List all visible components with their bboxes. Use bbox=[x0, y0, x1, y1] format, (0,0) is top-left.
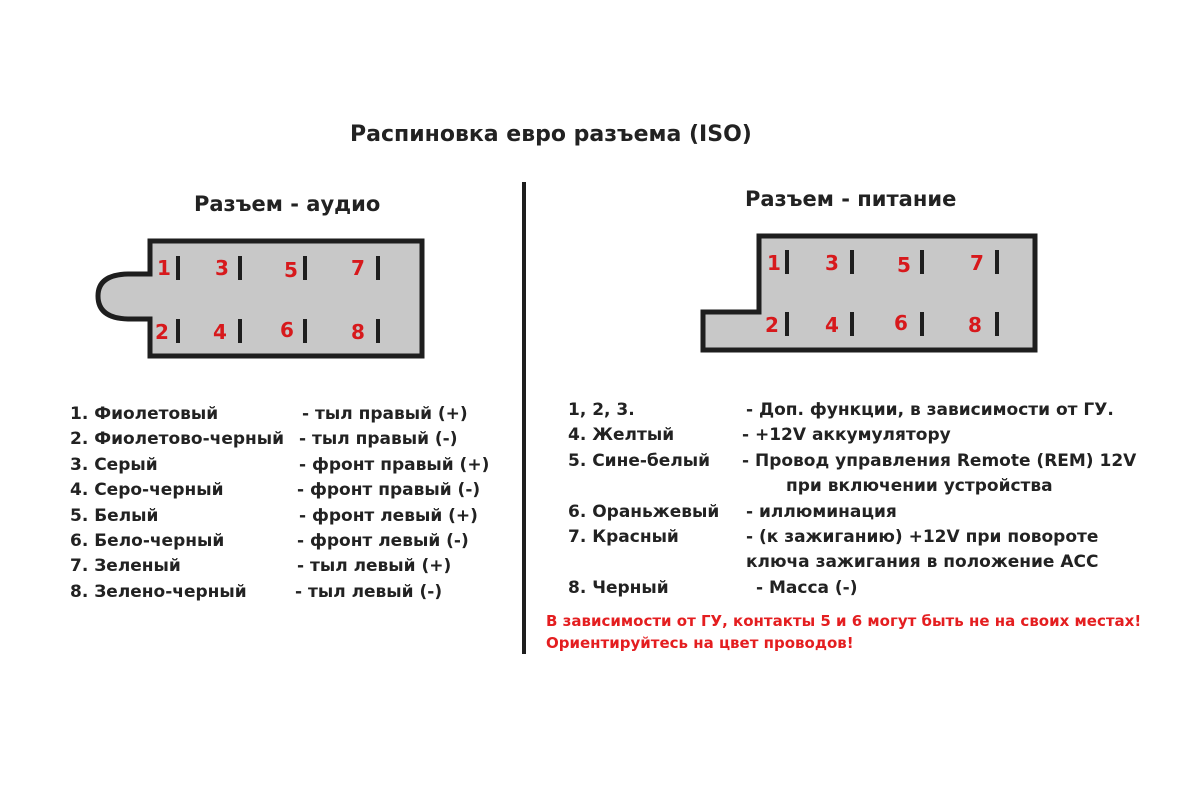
power-connector-heading: Разъем - питание bbox=[745, 187, 957, 211]
wire-label: 7. Зеленый bbox=[70, 556, 181, 577]
power-pin-7: 7 bbox=[970, 251, 984, 275]
power-pin-2: 2 bbox=[765, 313, 779, 337]
wire-description: - фронт левый (-) bbox=[297, 530, 469, 551]
wire-description: - фронт правый (+) bbox=[299, 454, 490, 475]
list-item bbox=[568, 398, 1178, 423]
power-pin-1-contact bbox=[785, 250, 789, 274]
audio-wire-list bbox=[70, 402, 510, 605]
audio-connector-heading: Разъем - аудио bbox=[194, 192, 381, 216]
list-item bbox=[568, 550, 1178, 575]
power-pin-2-contact bbox=[785, 312, 789, 336]
wire-label: 6. Ораньжевый bbox=[568, 501, 720, 522]
power-pin-4: 4 bbox=[825, 313, 839, 337]
power-pin-4-contact bbox=[850, 312, 854, 336]
audio-pin-2-contact bbox=[176, 319, 180, 343]
wire-label: 8. Зелено-черный bbox=[70, 581, 247, 602]
audio-pin-5-contact bbox=[303, 256, 307, 280]
power-wire-list bbox=[568, 398, 1178, 601]
list-item bbox=[70, 478, 510, 503]
audio-pin-1-contact bbox=[176, 256, 180, 280]
power-connector-body bbox=[703, 236, 1035, 350]
wire-label: 2. Фиолетово-черный bbox=[70, 429, 285, 450]
wire-label: 7. Красный bbox=[568, 526, 679, 547]
audio-pin-6-contact bbox=[303, 319, 307, 343]
wire-description: - тыл правый (-) bbox=[299, 429, 458, 450]
list-item bbox=[568, 423, 1178, 448]
audio-pin-1: 1 bbox=[157, 256, 171, 280]
list-item bbox=[568, 449, 1178, 474]
wire-description: - фронт левый (+) bbox=[299, 505, 478, 526]
wire-description: при включении устройства bbox=[786, 476, 1053, 497]
wire-label: 4. Желтый bbox=[568, 425, 675, 446]
power-pin-8: 8 bbox=[968, 313, 982, 337]
warning-note bbox=[546, 610, 1141, 654]
audio-pin-8-contact bbox=[376, 319, 380, 343]
list-item bbox=[70, 427, 510, 452]
wire-label: 3. Серый bbox=[70, 454, 158, 475]
power-pin-5: 5 bbox=[897, 253, 911, 277]
audio-pin-7-contact bbox=[376, 256, 380, 280]
page-title: Распиновка евро разъема (ISO) bbox=[350, 122, 752, 147]
audio-pin-4: 4 bbox=[213, 320, 227, 344]
list-item bbox=[568, 576, 1178, 601]
wire-label: 8. Черный bbox=[568, 577, 669, 598]
power-pin-6: 6 bbox=[894, 311, 908, 335]
audio-pin-5: 5 bbox=[284, 258, 298, 282]
audio-pin-2: 2 bbox=[155, 320, 169, 344]
power-pin-3-contact bbox=[850, 250, 854, 274]
audio-pin-6: 6 bbox=[280, 318, 294, 342]
wire-label: 6. Бело-черный bbox=[70, 530, 225, 551]
list-item bbox=[70, 402, 510, 427]
list-item bbox=[568, 525, 1178, 550]
wire-description: - +12V аккумулятору bbox=[742, 425, 951, 446]
list-item bbox=[568, 474, 1178, 499]
list-item bbox=[70, 504, 510, 529]
list-item bbox=[70, 554, 510, 579]
power-pin-3: 3 bbox=[825, 251, 839, 275]
audio-connector-body bbox=[98, 241, 422, 356]
list-item bbox=[70, 580, 510, 605]
wire-label: 1, 2, 3. bbox=[568, 400, 635, 420]
wire-description: - Масса (-) bbox=[756, 577, 858, 598]
list-item bbox=[70, 529, 510, 554]
wire-description: - фронт правый (-) bbox=[297, 480, 481, 501]
audio-pin-3-contact bbox=[238, 256, 242, 280]
wire-description: - Доп. функции, в зависимости от ГУ. bbox=[746, 400, 1114, 420]
wire-description: - Провод управления Remote (REM) 12V bbox=[742, 450, 1137, 471]
wire-label: 5. Белый bbox=[70, 505, 159, 526]
warning-line-1: В зависимости от ГУ, контакты 5 и 6 могут быть не на своих местах! bbox=[546, 612, 1142, 630]
audio-pin-3: 3 bbox=[215, 256, 229, 280]
wire-description: ключа зажигания в положение АСС bbox=[746, 552, 1099, 573]
wire-label: 5. Сине-белый bbox=[568, 450, 711, 471]
wire-label: 1. Фиолетовый bbox=[70, 404, 219, 424]
power-pin-1: 1 bbox=[767, 251, 781, 275]
wire-description: - тыл левый (+) bbox=[297, 556, 452, 577]
wire-description: - тыл левый (-) bbox=[295, 581, 443, 602]
warning-line-2: Ориентируйтесь на цвет проводов! bbox=[546, 634, 854, 652]
power-pin-7-contact bbox=[995, 250, 999, 274]
audio-pin-4-contact bbox=[238, 319, 242, 343]
wire-label: 4. Серо-черный bbox=[70, 480, 224, 501]
wire-description: - тыл правый (+) bbox=[302, 404, 468, 424]
wire-description: - иллюминация bbox=[746, 501, 897, 522]
audio-pin-8: 8 bbox=[351, 320, 365, 344]
list-item bbox=[568, 500, 1178, 525]
wire-description: - (к зажиганию) +12V при повороте bbox=[746, 526, 1099, 547]
audio-pin-7: 7 bbox=[351, 256, 365, 280]
power-pin-6-contact bbox=[920, 312, 924, 336]
power-pin-5-contact bbox=[920, 250, 924, 274]
power-pin-8-contact bbox=[995, 312, 999, 336]
list-item bbox=[70, 453, 510, 478]
